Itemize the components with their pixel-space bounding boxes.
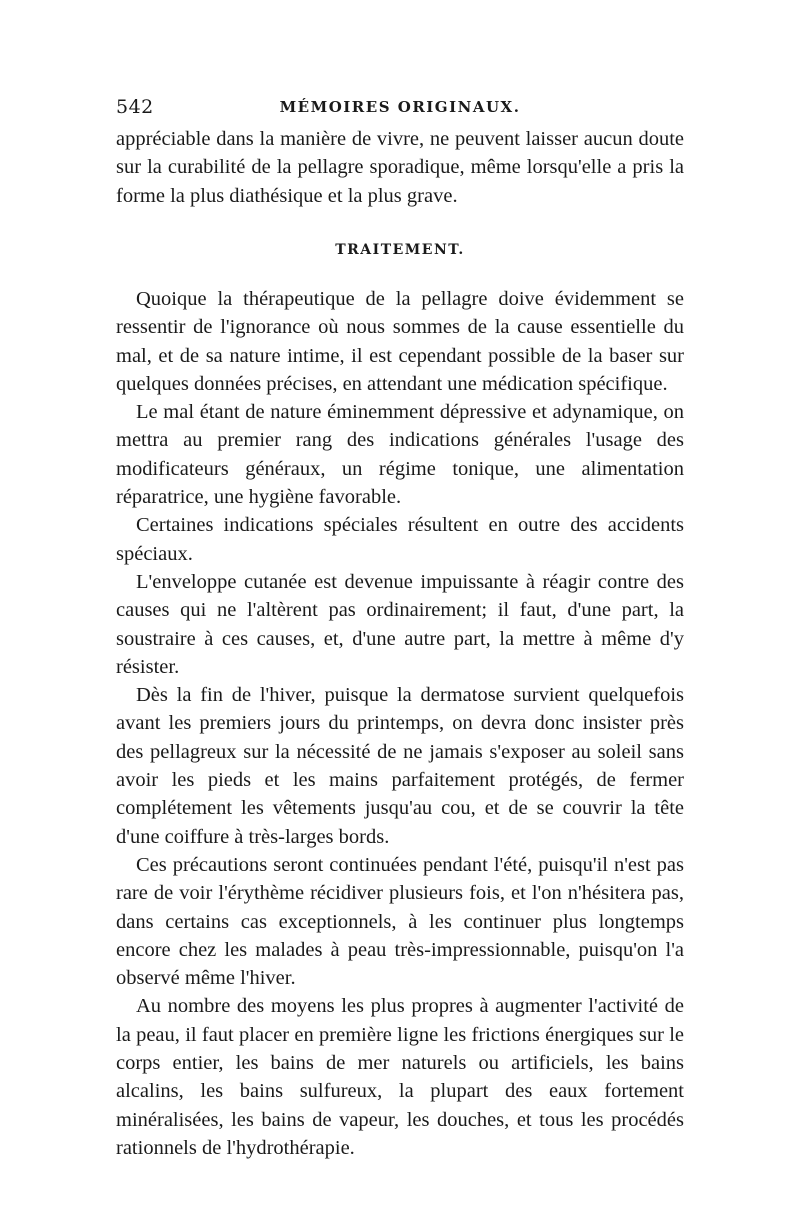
paragraph: Le mal étant de nature éminemment dépressive et adynamique, on mettra au premier rang des indications générales l'usage des modificateurs généraux, un régime tonique, une alimentation réparatrice, une hygiène favorable. [116, 401, 684, 509]
paragraph: Au nombre des moyens les plus propres à augmenter l'activité de la peau, il faut placer en première ligne les frictions énergiques sur le corps entier, les bains de mer naturels ou artificiels, les bains alcalins, les bains sulfureux, la plupart des eaux fortement minéralisées, les bains de vapeur, les douches, et tous les procédés rationnels de l'hydrothérapie. [116, 995, 684, 1159]
paragraph: Quoique la thérapeutique de la pellagre doive évidemment se ressentir de l'ignorance où nous sommes de la cause essentielle du mal, et de sa nature intime, il est cependant possible de la baser sur quelques données précises, en attendant une médication spécifique. [116, 288, 684, 395]
intro-text [116, 125, 684, 210]
section-body [116, 285, 684, 1162]
running-head: MÉMOIRES ORIGINAUX. [279, 98, 521, 116]
paragraph: L'enveloppe cutanée est devenue impuissante à réagir contre des causes qui ne l'altèrent pas ordinairement; il faut, d'une part, la soustraire à ces causes, et, d'une autre part, la mettre à même d'y résister. [116, 570, 684, 678]
paragraph: Dès la fin de l'hiver, puisque la dermatose survient quelquefois avant les premiers jours du printemps, on devra donc insister près des pellagreux sur la nécessité de ne jamais s'exposer au soleil sans avoir les pieds et les mains parfaitement protégés, de fermer complétement les vêtements jusqu'au cou, et de se couvrir la tête d'une coiffure à très-larges bords. [116, 684, 684, 848]
intro-paragraph: appréciable dans la manière de vivre, ne peuvent laisser aucun doute sur la curabilité de la pellagre sporadique, même lorsqu'elle a pris la forme la plus diathésique et la plus grave. [116, 128, 684, 207]
page-number: 542 [116, 96, 154, 118]
section-title: TRAITEMENT. [335, 242, 465, 258]
paragraph: Certaines indications spéciales résultent en outre des accidents spéciaux. [116, 514, 684, 565]
paragraph: Ces précautions seront continuées pendant l'été, puisqu'il n'est pas rare de voir l'érythème récidiver plusieurs fois, et l'on n'hésitera pas, dans certains cas exceptionnels, à les continuer plus longtemps encore chez les malades à peau très-impressionnable, puisqu'on l'a observé même l'hiver. [116, 853, 684, 990]
page-header [116, 96, 684, 126]
